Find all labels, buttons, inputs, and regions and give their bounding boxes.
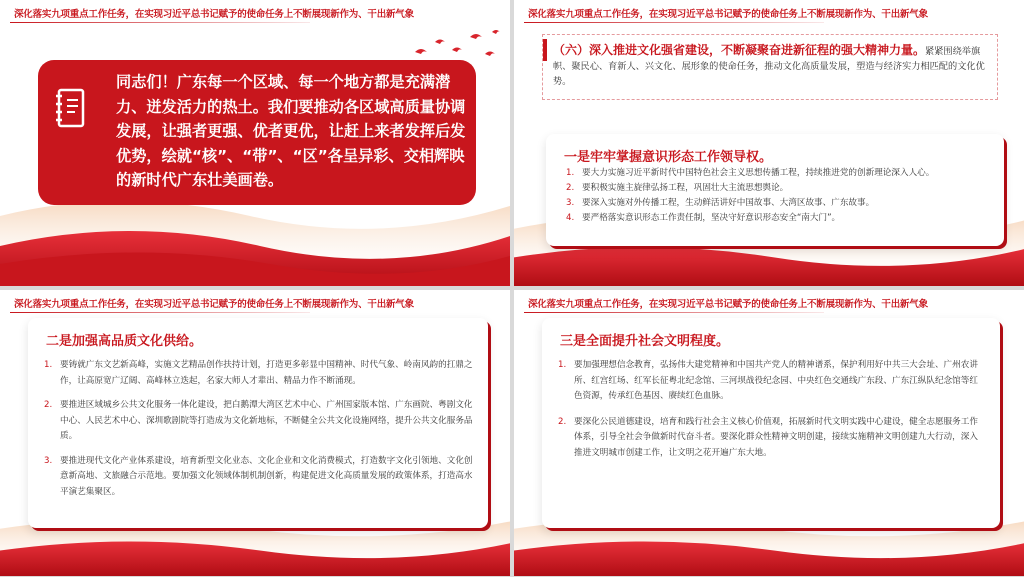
header-divider	[524, 22, 824, 23]
item-text: 要推进区域城乡公共文化服务一体化建设，把白鹅潭大湾区艺术中心、广州国家版本馆、广东画院、粤剧文化中心、人民艺术中心、深圳歌剧院等打造成为文化新地标，不断健全公共文化设施网络，提升公共文化服务品质。	[60, 400, 473, 441]
item-text: 要深化公民道德建设，培育和践行社会主义核心价值观，拓展新时代文明实践中心建设，健全志愿服务工作体系，引导全社会争做新时代奋斗者。要深化群众性精神文明创建，接续实施精神文明创建九大行动，深入推进文明城市创建工作，让文明之花开遍广东大地。	[574, 416, 978, 458]
slide-header: 深化落实九项重点工作任务，在实现习近平总书记赋予的使命任务上不断展现新作为、干出新气象	[14, 299, 414, 310]
card-title: 一是牢牢掌握意识形态工作领导权。	[564, 150, 773, 165]
card-title: 三是全面提升社会文明程度。	[560, 334, 730, 349]
item-number: 2.	[44, 400, 53, 410]
item-number: 1.	[566, 168, 575, 178]
item-number: 1.	[558, 360, 567, 370]
item-text: 要大力实施习近平新时代中国特色社会主义思想传播工程，持续推进党的创新理论深入人心。	[582, 168, 935, 178]
header-divider	[524, 312, 824, 313]
list-item	[566, 196, 996, 211]
notebook-icon	[53, 86, 87, 130]
intro-heading: （六）深入推进文化强省建设，不断凝聚奋进新征程的强大精神力量。	[553, 43, 926, 57]
slide-header: 深化落实九项重点工作任务，在实现习近平总书记赋予的使命任务上不断展现新作为、干出新气象	[14, 9, 414, 20]
slide-2[interactable]	[514, 0, 1024, 286]
item-text: 要积极实施主旋律弘扬工程，巩固壮大主流思想舆论。	[582, 183, 789, 193]
intro-box	[542, 34, 998, 100]
item-text: 要加强理想信念教育，弘扬伟大建党精神和中国共产党人的精神谱系，保护利用好中共三大会址、广州农讲所、红宫红场、红军长征粤北纪念馆、三河坝战役纪念园、中央红色交通线广东段、广东江纵队纪念馆等红色资源，传承红色基因、赓续红色血脉。	[574, 360, 978, 401]
intro-body: 紧紧围绕举旗帜、聚民心、育新人、兴文化、展形象的使命任务，推动文化高质量发展，塑造与经济实力相匹配的文化优势。	[553, 46, 985, 87]
list-item	[566, 166, 996, 181]
slide-header: 深化落实九项重点工作任务，在实现习近平总书记赋予的使命任务上不断展现新作为、干出新气象	[528, 299, 928, 310]
slide-3[interactable]	[0, 290, 510, 576]
content-card	[28, 318, 488, 528]
list-item	[558, 415, 986, 462]
item-text: 要深入实施对外传播工程，生动鲜活讲好中国故事、大湾区故事、广东故事。	[582, 198, 875, 208]
content-card	[542, 318, 1000, 528]
item-text: 要铸就广东文艺新高峰，实施文艺精品创作扶持计划，打造更多彰显中国精神、时代气象、岭南风韵的扛鼎之作，让高原宽广辽阔、高峰林立迭起，名家大师人才辈出、精品力作不断涌现。	[60, 360, 473, 386]
item-number: 1.	[44, 360, 53, 370]
item-list	[558, 358, 986, 461]
item-text: 要推进现代文化产业体系建设，培育新型文化业态、文化企业和文化消费模式，打造数字文化引领地、文化创意新高地、文旅融合示范地。要加强文化领域体制机制创新，构建促进文化高质量发展的政策体系，打造高水平演艺集聚区。	[60, 455, 473, 497]
list-item	[566, 181, 996, 196]
slide-4[interactable]	[514, 290, 1024, 576]
item-text: 要严格落实意识形态工作责任制，坚决守好意识形态安全“南大门”。	[582, 213, 841, 223]
list-item	[44, 454, 474, 501]
intro-text	[553, 43, 993, 89]
content-card	[546, 134, 1004, 246]
slide-header: 深化落实九项重点工作任务，在实现习近平总书记赋予的使命任务上不断展现新作为、干出新气象	[528, 9, 928, 20]
quote-text: 同志们！广东每一个区域、每一个地方都是充满潜力、迸发活力的热土。我们要推动各区域高质量协调发展，让强者更强、优者更优，让赶上来者发挥后发优势，绘就“核”、“带”、“区”各呈异彩、交相辉映的新时代广东壮美画卷。	[116, 73, 466, 189]
item-number: 2.	[566, 183, 575, 193]
list-item	[44, 398, 474, 445]
item-list	[44, 358, 474, 500]
item-number: 2.	[558, 416, 567, 427]
list-item	[566, 211, 996, 226]
intro-accent-bar	[543, 39, 547, 61]
item-number: 4.	[566, 213, 575, 223]
list-item	[558, 358, 986, 405]
quote-box	[38, 60, 476, 205]
list-item	[44, 358, 474, 389]
header-divider	[10, 312, 310, 313]
header-divider	[10, 22, 310, 23]
item-number: 3.	[44, 455, 53, 466]
slide-1[interactable]	[0, 0, 510, 286]
item-list	[566, 166, 996, 226]
card-title: 二是加强高品质文化供给。	[46, 334, 203, 349]
item-number: 3.	[566, 198, 575, 208]
